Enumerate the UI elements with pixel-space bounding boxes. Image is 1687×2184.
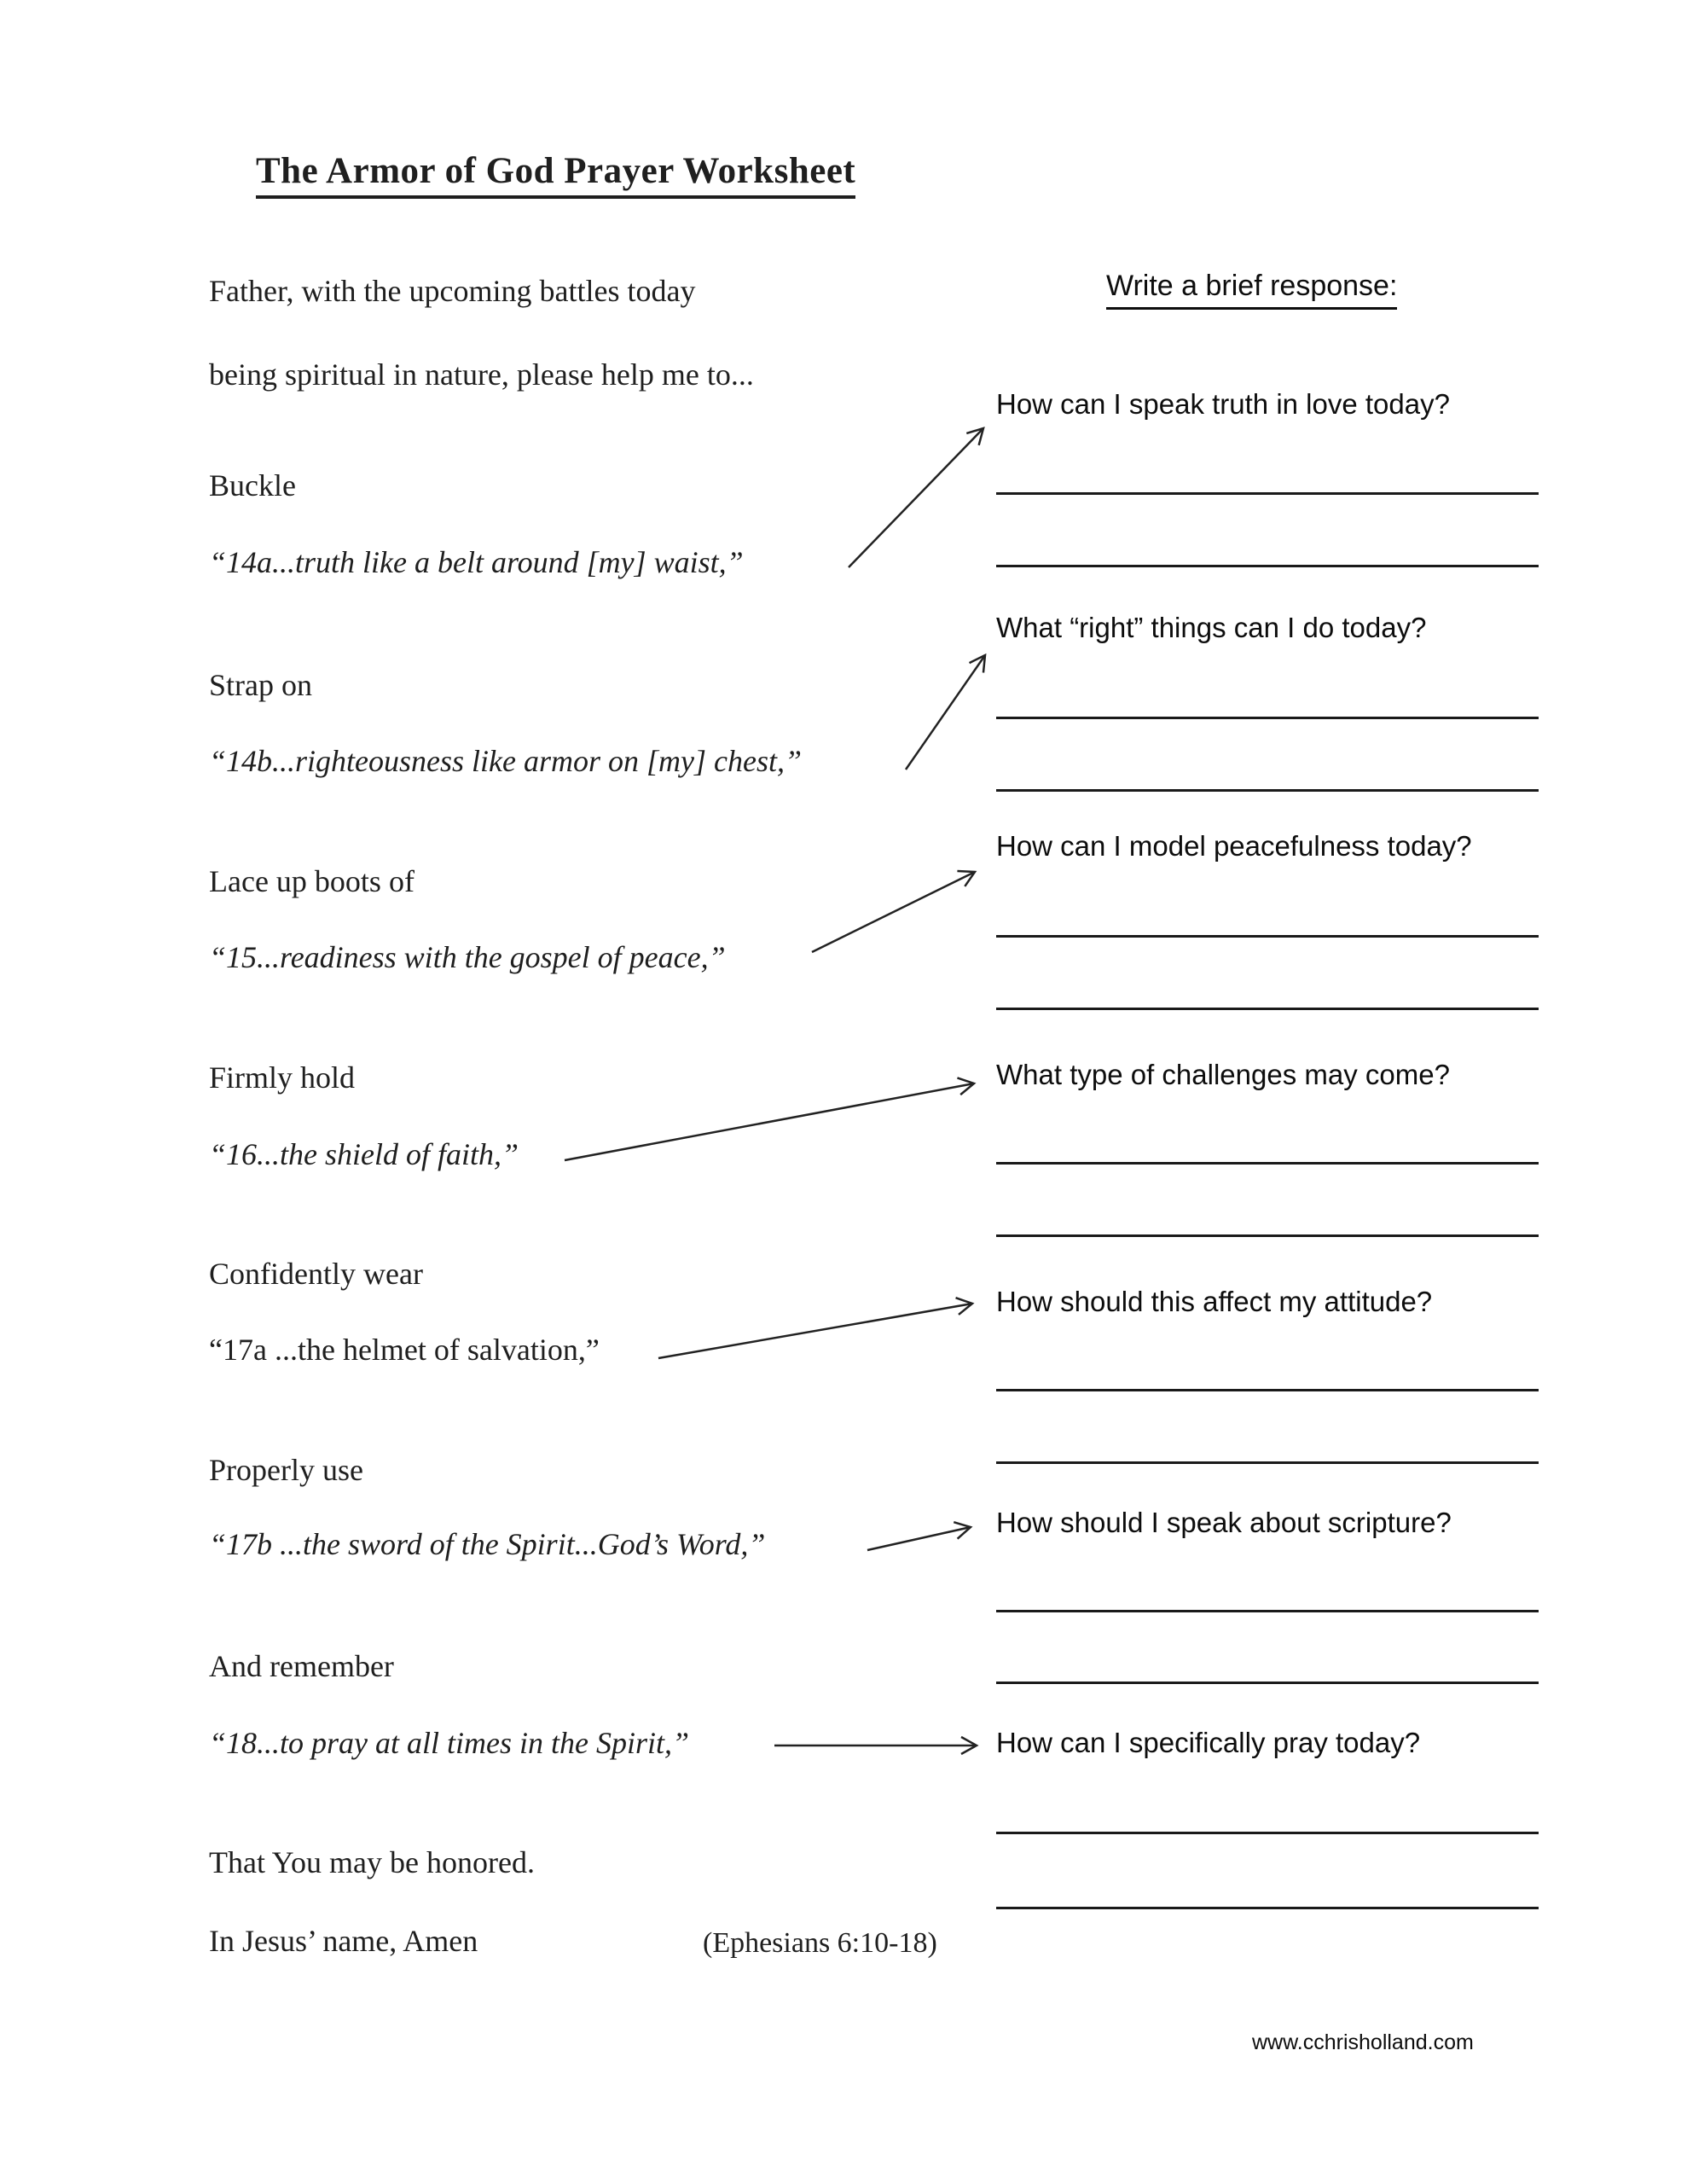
scripture-quote-14a: “14a...truth like a belt around [my] waist,” [209,545,744,579]
response-question-right-things: What “right” things can I do today? [996,612,1427,643]
scripture-quote-15: “15...readiness with the gospel of peace,” [209,940,726,974]
arrow-connector-truth [849,428,983,567]
response-line[interactable] [996,1832,1539,1834]
response-line[interactable] [996,492,1539,495]
scripture-quote-14b: “14b...righteousness like armor on [my] chest,” [209,744,802,778]
intro-line-2: being spiritual in nature, please help me to... [209,357,754,392]
response-question-challenges: What type of challenges may come? [996,1059,1450,1090]
response-line[interactable] [996,789,1539,792]
response-question-pray: How can I specifically pray today? [996,1727,1421,1758]
response-line[interactable] [996,1682,1539,1684]
prayer-action-strap-on: Strap on [209,668,312,702]
response-line[interactable] [996,1907,1539,1909]
scripture-quote-18: “18...to pray at all times in the Spirit,” [209,1726,690,1760]
arrow-connector-salvation [658,1304,972,1358]
response-line[interactable] [996,1008,1539,1010]
intro-line-1: Father, with the upcoming battles today [209,274,696,308]
arrow-connector-righteousness [906,655,985,770]
response-question-attitude: How should this affect my attitude? [996,1286,1433,1317]
website-footer: www.cchrisholland.com [1252,2030,1474,2054]
response-question-scripture: How should I speak about scripture? [996,1507,1452,1538]
response-header: Write a brief response: [1106,270,1397,310]
response-line[interactable] [996,935,1539,938]
scripture-quote-17a: “17a ...the helmet of salvation,” [209,1333,600,1367]
scripture-reference: (Ephesians 6:10-18) [703,1927,937,1959]
response-question-truth: How can I speak truth in love today? [996,388,1450,420]
prayer-action-firmly-hold: Firmly hold [209,1060,356,1095]
scripture-quote-17b: “17b ...the sword of the Spirit...God’s Word,” [209,1527,766,1561]
prayer-action-lace-up: Lace up boots of [209,864,415,898]
response-line[interactable] [996,1461,1539,1464]
response-line[interactable] [996,717,1539,719]
arrow-connector-faith [565,1083,974,1160]
response-line[interactable] [996,1162,1539,1165]
arrow-connector-sword [867,1527,971,1550]
prayer-action-remember: And remember [209,1649,394,1683]
response-question-peacefulness: How can I model peacefulness today? [996,830,1472,862]
arrow-connector-peace [812,872,975,952]
closing-line: That You may be honored. [209,1845,535,1879]
response-line[interactable] [996,565,1539,567]
prayer-action-buckle: Buckle [209,468,296,502]
prayer-action-properly-use: Properly use [209,1453,363,1487]
response-line[interactable] [996,1610,1539,1612]
amen-line: In Jesus’ name, Amen [209,1924,478,1958]
response-line[interactable] [996,1234,1539,1237]
response-line[interactable] [996,1389,1539,1391]
prayer-action-confidently-wear: Confidently wear [209,1257,423,1291]
page-title: The Armor of God Prayer Worksheet [256,150,855,199]
scripture-quote-16: “16...the shield of faith,” [209,1137,519,1171]
